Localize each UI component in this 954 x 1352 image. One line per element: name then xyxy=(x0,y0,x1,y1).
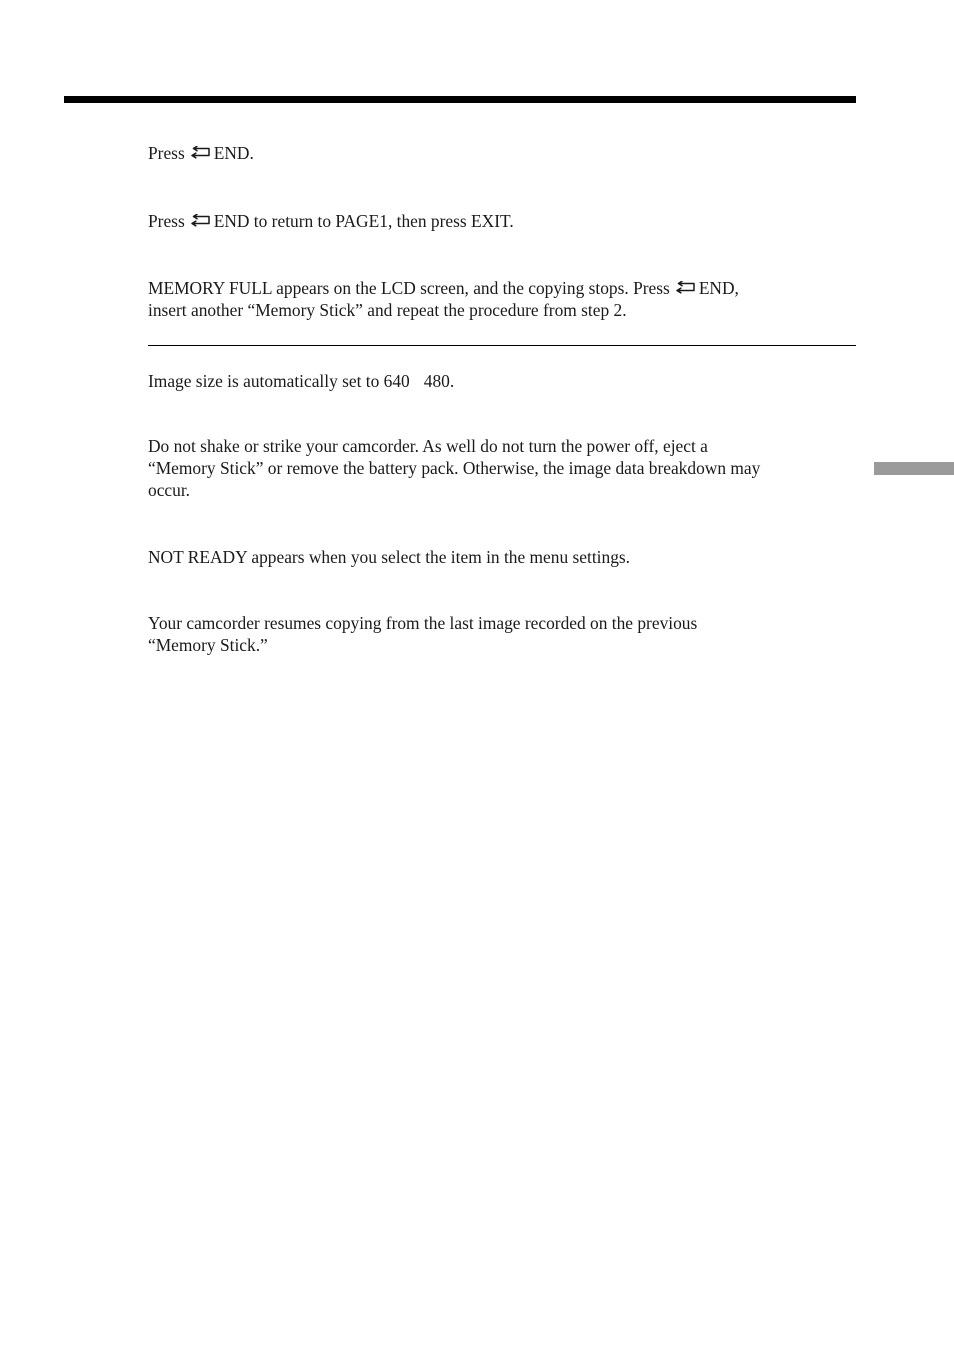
memory-full-line1-post: END, xyxy=(698,278,739,298)
note-do-not-shake-line2: “Memory Stick” or remove the battery pack. Otherwise, the image data breakdown may xyxy=(148,458,761,478)
memory-full-line2: insert another “Memory Stick” and repeat the procedure from step 2. xyxy=(148,300,627,320)
note-resume-line2: “Memory Stick.” xyxy=(148,635,268,655)
return-arrow-icon xyxy=(189,146,211,162)
step-return-page1 xyxy=(148,210,860,232)
step-return-page1-pre: Press xyxy=(148,211,185,231)
note-do-not-shake-line3: occur. xyxy=(148,480,191,500)
notes-divider xyxy=(148,345,856,346)
memory-full-paragraph xyxy=(148,277,860,321)
note-not-ready-text: NOT READY appears when you select the item in the menu settings. xyxy=(148,547,631,567)
step-return-page1-post: END to return to PAGE1, then press EXIT. xyxy=(213,211,514,231)
memory-full-line1-pre: MEMORY FULL appears on the LCD screen, and the copying stops. Press xyxy=(148,278,670,298)
section-index-tab xyxy=(874,462,954,475)
header-rule xyxy=(64,96,856,103)
note-resume xyxy=(148,612,860,656)
note-image-size xyxy=(148,370,860,392)
step-press-end xyxy=(148,142,860,164)
step-press-end-pre: Press xyxy=(148,143,185,163)
note-image-size-pre: Image size is automatically set to 640 xyxy=(148,371,410,391)
note-not-ready xyxy=(148,546,860,568)
return-arrow-icon xyxy=(674,281,696,297)
return-arrow-icon xyxy=(189,214,211,230)
note-resume-line1: Your camcorder resumes copying from the last image recorded on the previous xyxy=(148,613,698,633)
note-do-not-shake xyxy=(148,435,860,501)
step-press-end-post: END. xyxy=(213,143,254,163)
note-image-size-post: 480. xyxy=(423,371,455,391)
note-do-not-shake-line1: Do not shake or strike your camcorder. As well do not turn the power off, eject a xyxy=(148,436,708,456)
